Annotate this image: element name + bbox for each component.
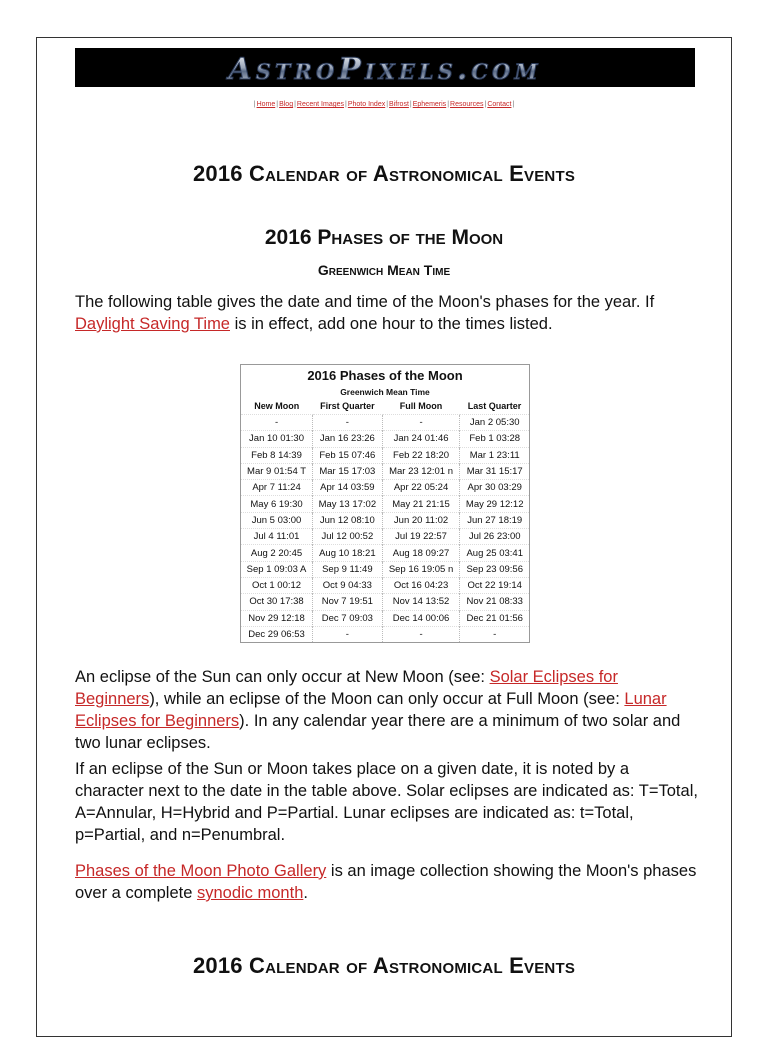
table-row: [241, 610, 529, 626]
gallery-text-1: is an image collection showing the Moon's phases over a complete: [75, 862, 697, 902]
table-row: [241, 626, 529, 642]
table-cell: Feb 8 14:39: [241, 447, 313, 463]
table-cell: Mar 31 15:17: [460, 463, 529, 479]
table-cell: Nov 29 12:18: [241, 610, 313, 626]
site-logo: [75, 48, 695, 87]
table-cell: Feb 1 03:28: [460, 431, 529, 447]
nav-separator: |: [484, 101, 487, 108]
bottom-title: 2016 Calendar of Astronomical Events: [192, 953, 576, 978]
table-cell: Sep 16 19:05 n: [382, 561, 460, 577]
table-cell: -: [382, 626, 460, 642]
table-cell: Sep 9 11:49: [313, 561, 383, 577]
intro-paragraph: [75, 291, 700, 335]
moon-photo-gallery-link[interactable]: Phases of the Moon Photo Gallery: [75, 862, 327, 880]
nav-link-blog[interactable]: Blog: [279, 101, 294, 108]
table-cell: Nov 7 19:51: [313, 594, 383, 610]
table-cell: Oct 1 00:12: [241, 577, 313, 593]
table-cell: Dec 29 06:53: [241, 626, 313, 642]
table-cell: Jun 27 18:19: [460, 512, 529, 528]
table-row: [241, 496, 529, 512]
table-cell: Sep 23 09:56: [460, 561, 529, 577]
table-cell: Apr 22 05:24: [382, 480, 460, 496]
table-cell: -: [313, 626, 383, 642]
top-nav: [37, 101, 731, 108]
table-cell: Aug 18 09:27: [382, 545, 460, 561]
table-row: [241, 480, 529, 496]
nav-link-bifrost[interactable]: Bifrost: [389, 101, 409, 108]
gallery-text-2: .: [303, 884, 308, 902]
table-cell: Dec 21 01:56: [460, 610, 529, 626]
table-row: [241, 561, 529, 577]
site-logo-text: AstroPixels.com: [228, 52, 542, 87]
intro-text: The following table gives the date and time of the Moon's phases for the year. If: [75, 293, 655, 311]
table-cell: Nov 21 08:33: [460, 594, 529, 610]
table-row: [241, 431, 529, 447]
table-cell: Feb 22 18:20: [382, 447, 460, 463]
table-cell: Jun 12 08:10: [313, 512, 383, 528]
intro-text-end: is in effect, add one hour to the times listed.: [230, 315, 553, 333]
daylight-saving-link[interactable]: Daylight Saving Time: [75, 315, 230, 333]
table-cell: Jul 19 22:57: [382, 529, 460, 545]
table-cell: -: [313, 415, 383, 431]
nav-separator: |: [447, 101, 450, 108]
column-header: New Moon: [254, 401, 300, 411]
column-header: Last Quarter: [467, 401, 522, 411]
nav-separator: |: [294, 101, 296, 108]
nav-link-ephemeris[interactable]: Ephemeris: [412, 101, 447, 108]
nav-separator: |: [276, 101, 279, 108]
table-cell: Dec 7 09:03: [313, 610, 383, 626]
column-header: Full Moon: [399, 401, 443, 411]
table-cell: Mar 23 12:01 n: [382, 463, 460, 479]
table-title: 2016 Phases of the Moon: [307, 368, 463, 383]
site-logo-banner[interactable]: [75, 48, 695, 87]
table-cell: Apr 30 03:29: [460, 480, 529, 496]
eclipse-text-2: ), while an eclipse of the Moon can only occur at Full Moon (see:: [149, 690, 625, 708]
eclipse-notes-paragraph: If an eclipse of the Sun or Moon takes place on a given date, it is noted by a character next to the date in the table above. Solar eclipses are indicated as: T=Total, A=Annular, H=Hybrid and P=Partial. Lunar eclipses are indicated as: t=Total, p=Partial, and n=Penumbral.: [75, 760, 698, 844]
page-title: 2016 Calendar of Astronomical Events: [192, 161, 576, 186]
solar-eclipses-link[interactable]: Solar Eclipses for Beginners: [75, 668, 618, 708]
table-cell: Aug 25 03:41: [460, 545, 529, 561]
nav-separator: |: [386, 101, 389, 108]
table-header-row: [241, 399, 529, 415]
nav-separator: |: [345, 101, 347, 108]
table-cell: Nov 14 13:52: [382, 594, 460, 610]
table-cell: Aug 10 18:21: [313, 545, 383, 561]
gallery-paragraph: [75, 860, 700, 904]
nav-link-home[interactable]: Home: [256, 101, 276, 108]
synodic-month-link[interactable]: synodic month: [196, 884, 304, 902]
column-header: First Quarter: [320, 401, 375, 411]
section-subtitle: Greenwich Mean Time: [317, 262, 451, 278]
table-cell: May 6 19:30: [241, 496, 313, 512]
table-cell: -: [382, 415, 460, 431]
table-cell: Jun 5 03:00: [241, 512, 313, 528]
table-cell: May 13 17:02: [313, 496, 383, 512]
table-row: [241, 594, 529, 610]
nav-link-resources[interactable]: Resources: [450, 101, 484, 108]
nav-separator: |: [512, 101, 515, 108]
table-row: [241, 415, 529, 431]
table-cell: Apr 7 11:24: [241, 480, 313, 496]
nav-separator: |: [409, 101, 412, 108]
table-cell: Jan 16 23:26: [313, 431, 383, 447]
table-row: [241, 463, 529, 479]
nav-link-contact[interactable]: Contact: [487, 101, 512, 108]
table-cell: Mar 9 01:54 T: [241, 463, 313, 479]
lunar-eclipses-link[interactable]: Lunar Eclipses for Beginners: [75, 690, 667, 730]
table-cell: Mar 1 23:11: [460, 447, 529, 463]
table-cell: Feb 15 07:46: [313, 447, 383, 463]
table-cell: May 29 12:12: [460, 496, 529, 512]
eclipse-paragraph: [75, 666, 700, 754]
eclipse-text-3: ). In any calendar year there are a minimum of two solar and two lunar eclipses.: [75, 712, 681, 752]
section-title: 2016 Phases of the Moon: [264, 226, 504, 249]
table-cell: Aug 2 20:45: [241, 545, 313, 561]
table-row: [241, 447, 529, 463]
table-cell: May 21 21:15: [382, 496, 460, 512]
moon-phases-table: [240, 364, 530, 643]
table-subtitle: Greenwich Mean Time: [340, 387, 430, 397]
table-row: [241, 512, 529, 528]
table-body: [241, 415, 529, 643]
eclipse-text-1: An eclipse of the Sun can only occur at New Moon (see:: [75, 668, 490, 686]
nav-link-photo-index[interactable]: Photo Index: [347, 101, 386, 108]
table-row: [241, 577, 529, 593]
table-cell: Jan 10 01:30: [241, 431, 313, 447]
table-cell: Jul 12 00:52: [313, 529, 383, 545]
table-cell: -: [460, 626, 529, 642]
table-cell: Jul 4 11:01: [241, 529, 313, 545]
table-row: [241, 545, 529, 561]
table-row: [241, 529, 529, 545]
table-cell: Jan 2 05:30: [460, 415, 529, 431]
table-cell: Jun 20 11:02: [382, 512, 460, 528]
table-cell: Sep 1 09:03 A: [241, 561, 313, 577]
table-cell: Mar 15 17:03: [313, 463, 383, 479]
nav-link-recent-images[interactable]: Recent Images: [296, 101, 345, 108]
table-cell: Jul 26 23:00: [460, 529, 529, 545]
table-cell: Apr 14 03:59: [313, 480, 383, 496]
table-cell: Oct 16 04:23: [382, 577, 460, 593]
nav-separator: |: [253, 101, 256, 108]
table-cell: Dec 14 00:06: [382, 610, 460, 626]
page-container: [36, 37, 732, 1037]
table-cell: Oct 9 04:33: [313, 577, 383, 593]
table-cell: -: [241, 415, 313, 431]
table-cell: Jan 24 01:46: [382, 431, 460, 447]
table-cell: Oct 30 17:38: [241, 594, 313, 610]
table-cell: Oct 22 19:14: [460, 577, 529, 593]
